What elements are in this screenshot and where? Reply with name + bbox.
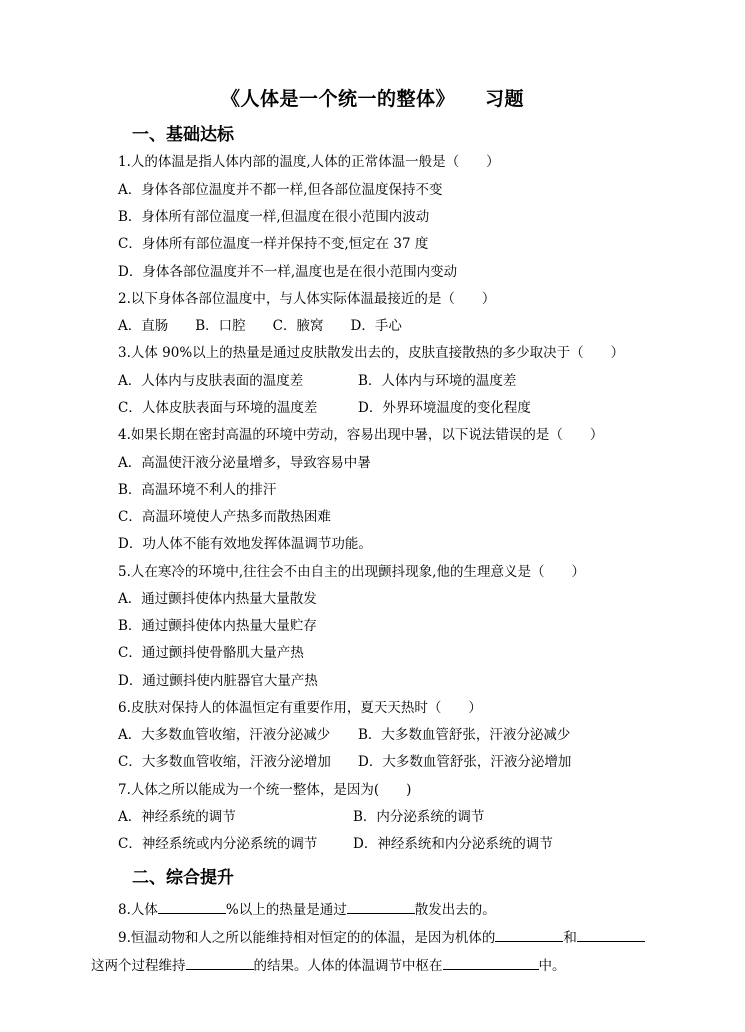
question-4-option-d: D．功人体不能有效地发挥体温调节功能。	[118, 536, 372, 552]
question-9-text-4: 的结果。人体的体温调节中枢在	[253, 958, 443, 974]
question-2-stem: 2.以下身体各部位温度中，与人体实际体温最接近的是（ ）	[118, 291, 496, 307]
question-9-text-2: 和	[563, 930, 577, 946]
question-6-option-a: A．大多数血管收缩，汗液分泌减少	[118, 727, 331, 743]
page-title	[0, 84, 745, 111]
answer-blank[interactable]	[186, 955, 254, 970]
answer-blank[interactable]	[577, 927, 645, 942]
question-8-text-1: 8.人体	[118, 902, 158, 918]
question-6-option-c: C．大多数血管收缩，汗液分泌增加	[118, 754, 331, 770]
question-7-stem: 7.人体之所以能成为一个统一整体，是因为( )	[118, 782, 412, 798]
question-4-option-a: A．高温使汗液分泌量增多，导致容易中暑	[118, 455, 371, 471]
question-3-stem: 3.人体 90%以上的热量是通过皮肤散发出去的，皮肤直接散热的多少取决于（ ）	[118, 345, 625, 361]
question-1-stem: 1.人的体温是指人体内部的温度,人体的正常体温一般是（ ）	[118, 154, 500, 170]
question-6-stem: 6.皮肤对保持人的体温恒定有重要作用，夏天天热时（ ）	[118, 700, 482, 716]
question-3-option-b: B．人体内与环境的温度差	[358, 373, 517, 389]
question-4-stem: 4.如果长期在密封高温的环境中劳动，容易出现中暑，以下说法错误的是（ ）	[118, 427, 604, 443]
question-3-option-c: C．人体皮肤表面与环境的温度差	[118, 400, 318, 416]
question-1-option-a: A．身体各部位温度并不都一样,但各部位温度保持不变	[118, 182, 443, 198]
question-4-option-c: C．高温环境使人产热多而散热困难	[118, 509, 331, 525]
answer-blank[interactable]	[158, 899, 226, 914]
answer-blank[interactable]	[495, 927, 563, 942]
question-5-option-d: D．通过颤抖使内脏器官大量产热	[118, 673, 318, 689]
question-9-line-2	[91, 955, 566, 975]
question-7-option-a: A．神经系统的调节	[118, 809, 236, 825]
question-8	[118, 899, 496, 919]
question-1-option-d: D．身体各部位温度并不一样,温度也是在很小范围内变动	[118, 264, 458, 280]
question-5-option-a: A．通过颤抖使体内热量大量散发	[118, 591, 317, 607]
question-7-option-c: C．神经系统或内分泌系统的调节	[118, 836, 318, 852]
question-8-text-3: 散发出去的。	[414, 902, 496, 918]
question-1-option-b: B．身体所有部位温度一样,但温度在很小范围内波动	[118, 209, 430, 225]
question-9-line-1	[118, 927, 645, 947]
question-5-option-c: C．通过颤抖使骨骼肌大量产热	[118, 645, 304, 661]
question-3-option-d: D．外界环境温度的变化程度	[358, 400, 531, 416]
question-7-option-d: D．神经系统和内分泌系统的调节	[353, 836, 553, 852]
question-5-option-b: B．通过颤抖使体内热量大量贮存	[118, 618, 317, 634]
question-1-option-c: C．身体所有部位温度一样并保持不变,恒定在 37 度	[118, 236, 429, 252]
question-2-options: A．直肠 B．口腔 C．腋窝 D．手心	[118, 318, 402, 334]
question-3-option-a: A．人体内与皮肤表面的温度差	[118, 373, 304, 389]
question-9-text-1: 9.恒温动物和人之所以能维持相对恒定的的体温，是因为机体的	[118, 930, 496, 946]
question-7-option-b: B．内分泌系统的调节	[353, 809, 485, 825]
question-8-text-2: %以上的热量是通过	[225, 902, 347, 918]
answer-blank[interactable]	[443, 955, 539, 970]
title-main: 《人体是一个统一的整体》	[220, 88, 455, 110]
question-5-stem: 5.人在寒冷的环境中,往往会不由自主的出现颤抖现象,他的生理意义是（ ）	[118, 564, 585, 580]
section-heading-basic: 一、基础达标	[132, 125, 234, 145]
question-6-option-d: D．大多数血管舒张，汗液分泌增加	[358, 754, 572, 770]
title-sub: 习题	[485, 88, 525, 110]
answer-blank[interactable]	[347, 899, 415, 914]
section-heading-advanced: 二、综合提升	[132, 868, 234, 888]
question-9-text-5: 中。	[538, 958, 566, 974]
question-9-text-3: 这两个过程维持	[91, 958, 186, 974]
question-6-option-b: B．大多数血管舒张，汗液分泌减少	[358, 727, 571, 743]
question-4-option-b: B．高温环境不利人的排汗	[118, 482, 277, 498]
